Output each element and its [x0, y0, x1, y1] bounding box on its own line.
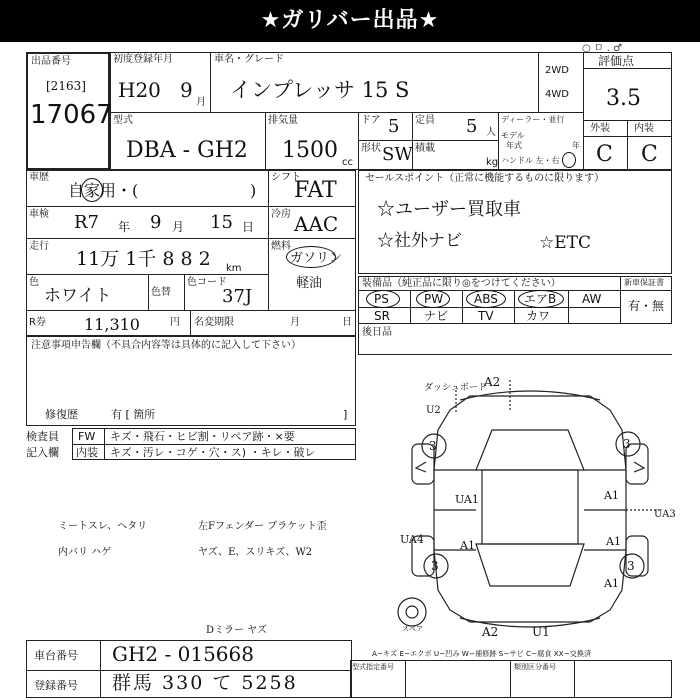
handle-right-circle: [562, 152, 576, 168]
mileage-value: 11万 1千 8 8 2: [76, 248, 211, 270]
inspection-month-unit: 月: [172, 220, 185, 234]
equip-sr[interactable]: SR: [374, 309, 390, 323]
first-reg-label: 初度登録年月: [113, 54, 173, 65]
displacement-label: 排気量: [268, 115, 298, 126]
inspection-year-unit: 年: [118, 220, 131, 234]
inspection-day-unit: 日: [242, 220, 255, 234]
first-reg-year: H20: [118, 78, 161, 102]
doors-label: ドア: [361, 115, 381, 126]
damage-legend: A−キズ E−エクボ U−凹み W−補修跡 S−サビ C−腐食 XX−交換済: [372, 649, 592, 658]
capacity-value: 5: [466, 116, 478, 137]
lot-label: 出品番号: [31, 56, 71, 67]
type-number-label: 型式指定番号: [352, 663, 394, 671]
spare-tire: [398, 598, 426, 626]
name-limit-month: 月: [290, 317, 300, 328]
fuel-diesel: 軽油: [296, 276, 323, 291]
model-label: 車名・グレード: [214, 54, 284, 65]
model-year-label: モデル: [501, 131, 525, 140]
checker-label-1: 検査員: [26, 430, 59, 443]
rear-items-label: 後日品: [362, 327, 392, 338]
spare-label: スペア: [402, 625, 423, 633]
capacity-unit: 人: [486, 127, 496, 138]
roof: [482, 470, 578, 544]
mark-3-fr: 3: [623, 437, 631, 451]
rear-window: [476, 544, 584, 586]
equip-navi[interactable]: ナビ: [424, 309, 449, 323]
type-value: DBA - GH2: [126, 138, 248, 163]
load-label: 積載: [415, 143, 435, 154]
sales-point-1: ☆ユーザー買取車: [377, 199, 521, 220]
mark-ua1-left: UA1: [455, 493, 479, 506]
ps-circle: [366, 290, 400, 308]
lot-sub: [2163]: [46, 79, 86, 93]
corner-marks: ○ ㅁ . ♂: [582, 43, 623, 54]
fuel-label: 燃料: [271, 241, 291, 252]
name-limit-label: 名変期限: [194, 317, 234, 328]
car-damage-diagram: [360, 360, 690, 650]
history-value: 自家用・(: [68, 181, 139, 200]
equip-abs[interactable]: ABS: [474, 292, 498, 306]
abs-circle: [466, 290, 506, 308]
mark-ua3: UA3: [654, 509, 676, 520]
shift-label: シフト: [271, 172, 301, 183]
legend-frame: [350, 660, 672, 698]
remark-left-2: 内バリ ハゲ: [58, 547, 112, 558]
shape-label: 形状: [361, 143, 381, 154]
chassis-value: GH2 - 015668: [112, 642, 254, 666]
km-unit: km: [226, 263, 242, 274]
name-limit-day: 日: [342, 317, 352, 328]
doors-value: 5: [388, 116, 400, 137]
mark-3-rl: 3: [431, 559, 439, 573]
remark-right-1: 左Fフェンダー ブラケット歪: [198, 521, 327, 532]
fuel-gas: ガソリン: [290, 251, 343, 266]
int-label: 内装: [634, 123, 654, 134]
warranty-label: 新車保証書: [624, 278, 664, 287]
category-number-label: 類別区分番号: [514, 663, 556, 671]
ext-score: C: [596, 142, 613, 167]
notes-label: 注意事項申告欄（不具合内容等は具体的に記入して下さい）: [31, 340, 301, 351]
color-value: ホワイト: [44, 286, 112, 306]
mark-u1: U1: [532, 625, 550, 639]
mark-3-rr: 3: [627, 559, 635, 573]
handle-label: ハンドル 左・右: [501, 156, 560, 165]
mark-a1-r3: A1: [604, 577, 619, 590]
chassis-label: 車台番号: [34, 649, 78, 662]
remark-bottom: Dミラー ヤズ: [206, 625, 267, 636]
capacity-label: 定員: [415, 115, 435, 126]
remark-right-2: ヤズ、E、スリキズ、W2: [198, 547, 313, 558]
color-change-label: 色替: [151, 287, 171, 298]
mark-ua4: UA4: [400, 533, 424, 546]
mark-a2-top: A2: [484, 375, 501, 389]
pw-circle: [416, 290, 450, 308]
equip-tv[interactable]: TV: [478, 309, 494, 323]
history-close: ): [250, 181, 257, 200]
mark-a1-r1: A1: [604, 489, 619, 502]
gasoline-circle: [286, 246, 336, 268]
cooling-value: AAC: [294, 212, 339, 236]
sales-points-box: [358, 170, 672, 274]
mark-a2-bottom: A2: [482, 625, 499, 639]
load-unit: kg: [486, 157, 499, 168]
score-label: 評価点: [598, 54, 635, 68]
lot-box: [26, 52, 113, 170]
cooling-label: 冷房: [271, 209, 291, 220]
registration-value: 群馬 330 て 5258: [112, 672, 298, 694]
int-score: C: [641, 142, 658, 167]
drive-2wd: 2WD: [545, 65, 569, 76]
color-label: 色: [29, 277, 39, 288]
year-label: 年式: [506, 141, 522, 150]
sales-point-2: ☆社外ナビ: [377, 231, 462, 251]
color-code: 37J: [222, 286, 253, 307]
remark-left-1: ミートスレ、ヘタリ: [58, 521, 148, 532]
shift-value: FAT: [294, 178, 337, 203]
year-unit: 年: [572, 141, 580, 150]
sales-point-3: ☆ETC: [539, 233, 591, 253]
airbag-circle: [518, 290, 564, 308]
model-value: インプレッサ 15 S: [230, 78, 410, 102]
month-unit: 月: [196, 97, 206, 108]
equipment-label: 装備品（純正品に限り◎をつけてください）: [362, 278, 561, 289]
recycle-label: R券: [29, 317, 46, 328]
shape-value: SW: [382, 144, 413, 165]
registration-label: 登録番号: [34, 679, 78, 692]
checker-label-2: 記入欄: [26, 446, 59, 459]
ext-label: 外装: [590, 123, 610, 134]
repair-value: 有 [ 箇所: [111, 408, 156, 421]
checker-interior: 内装: [76, 446, 98, 459]
equip-ps[interactable]: PS: [374, 292, 389, 306]
type-label: 型式: [113, 115, 133, 126]
inspection-day: 15: [210, 212, 233, 233]
dash-label: ダッシュボード: [424, 383, 487, 393]
equip-pw[interactable]: PW: [424, 292, 444, 306]
notes-box: [26, 336, 356, 426]
repair-label: 修復歴: [45, 408, 78, 421]
warranty-value: 有・無: [628, 299, 665, 313]
checker-row1: キズ・飛石・ヒビ割・リペア跡・×要: [110, 430, 295, 443]
equip-leather[interactable]: カワ: [526, 309, 551, 323]
mileage-label: 走行: [29, 241, 49, 252]
cc-unit: cc: [342, 157, 353, 168]
inspection-era: R7: [74, 212, 100, 233]
page-title: ★ガリバー出品★: [0, 0, 700, 42]
lot-number: 17067: [30, 100, 113, 130]
checker-row2: キズ・汚レ・コゲ・穴・ス) ・キレ・破レ: [110, 446, 316, 459]
dealer-label: ディーラー・並行: [501, 115, 565, 124]
repair-close: ]: [343, 408, 348, 421]
mark-a1-left: A1: [460, 539, 475, 552]
mark-u2: U2: [426, 405, 441, 416]
mark-a1-r2: A1: [606, 535, 621, 548]
displacement-value: 1500: [282, 138, 338, 163]
history-label: 車歴: [29, 172, 49, 183]
sales-points-label: セールスポイント（正常に機能するものに限ります）: [365, 173, 605, 184]
equip-airbag[interactable]: エアB: [524, 292, 557, 306]
inspection-month: 9: [150, 212, 162, 233]
mark-3-fl: 3: [429, 439, 437, 453]
recycle-value: 11,310: [84, 315, 140, 334]
checker-fw: FW: [78, 430, 96, 443]
drive-4wd: 4WD: [545, 89, 569, 100]
windshield: [476, 430, 584, 470]
color-code-label: 色コード: [187, 277, 227, 288]
inspection-label: 車検: [29, 209, 49, 220]
first-reg-month: 9: [180, 78, 193, 102]
yen-unit: 円: [170, 317, 180, 328]
equip-aw[interactable]: AW: [582, 292, 602, 306]
score-value: 3.5: [606, 86, 641, 111]
private-use-circle: [81, 178, 103, 202]
